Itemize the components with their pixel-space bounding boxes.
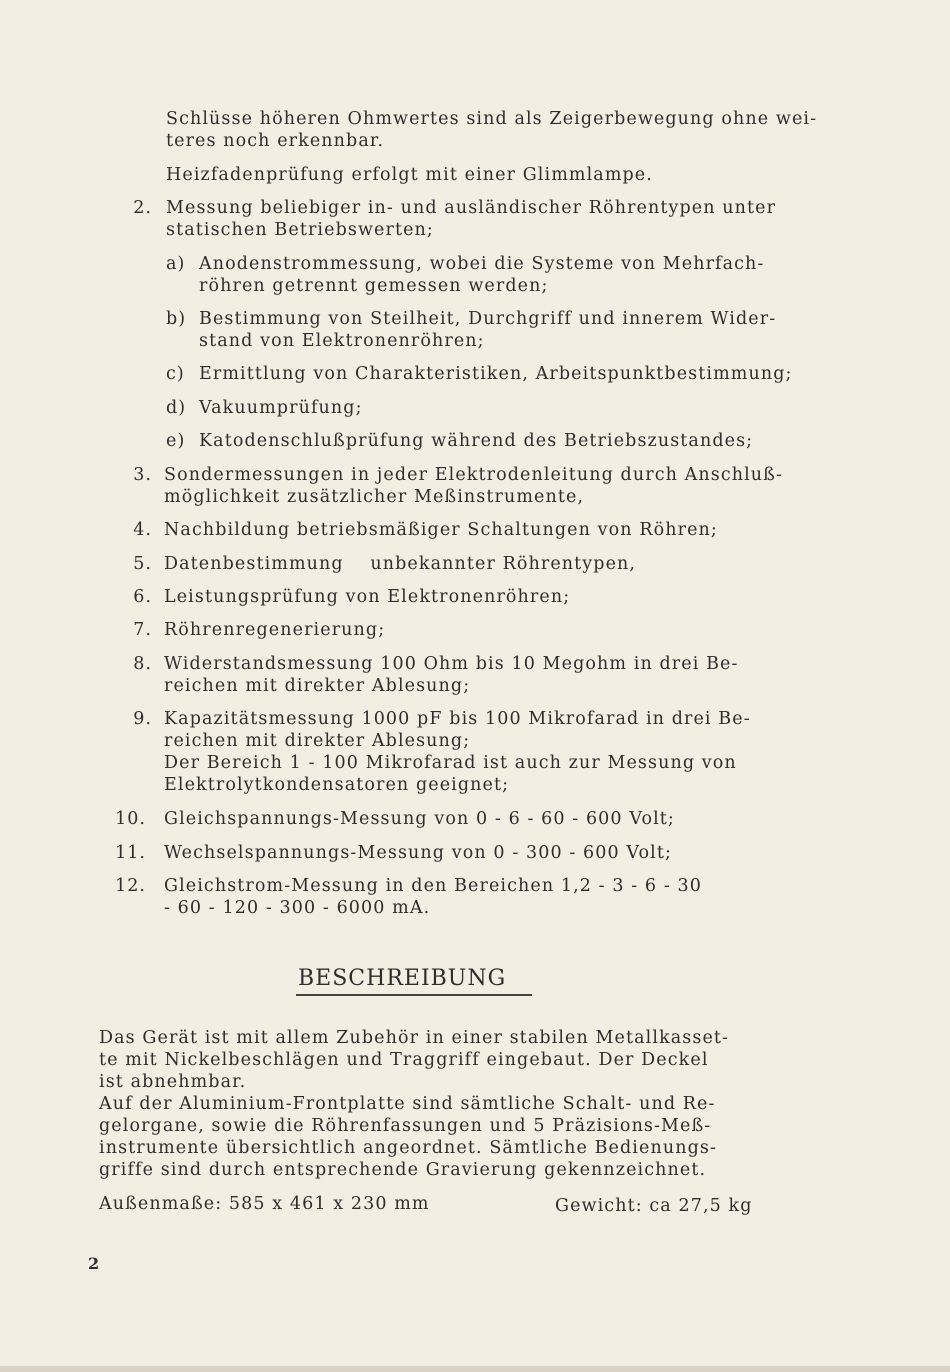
item-line: möglichkeit zusätzlicher Meßinstrumente, [164, 487, 585, 507]
item-line: Widerstandsmessung 100 Ohm bis 10 Megohm in drei Be- [164, 654, 739, 674]
item-number: 10. [115, 809, 146, 829]
item-line: Gleichspannungs-Messung von 0 - 6 - 60 - 600 Volt; [164, 809, 675, 829]
item-line: statischen Betriebswerten; [166, 220, 434, 240]
subitem-label: a) [166, 254, 186, 274]
item-line: Messung beliebiger in- und ausländischer Röhrentypen unter [166, 198, 777, 218]
subitem-line: Vakuumprüfung; [199, 398, 363, 418]
description-line: griffe sind durch entsprechende Gravierung gekennzeichnet. [99, 1160, 707, 1180]
item-line: - 60 - 120 - 300 - 6000 mA. [164, 898, 431, 918]
item-number: 4. [133, 520, 152, 540]
item-line: reichen mit direkter Ablesung; [164, 676, 471, 696]
subitem-line: Bestimmung von Steilheit, Durchgriff und innerem Wider- [199, 309, 777, 329]
item-number: 6. [133, 587, 152, 607]
page-bottom-edge [0, 1366, 950, 1372]
item-number: 7. [133, 620, 152, 640]
item-line: Röhrenregenerierung; [164, 620, 386, 640]
subitem-label: d) [166, 398, 187, 418]
subitem-label: b) [166, 309, 187, 329]
subitem-line: röhren getrennt gemessen werden; [199, 276, 549, 296]
item-line: Kapazitätsmessung 1000 pF bis 100 Mikrofarad in drei Be- [164, 709, 751, 729]
description-line: gelorgane, sowie die Röhrenfassungen und 5 Präzisions-Meß- [99, 1116, 712, 1136]
subitem-line: Anodenstrommessung, wobei die Systeme von Mehrfach- [199, 254, 765, 274]
intro-line-1: Schlüsse höheren Ohmwertes sind als Zeigerbewegung ohne wei- [166, 109, 818, 129]
item-number: 12. [115, 876, 146, 896]
item-number: 2. [133, 198, 152, 218]
item-line: Sondermessungen in jeder Elektrodenleitung durch Anschluß- [164, 465, 783, 485]
description-line: Auf der Aluminium-Frontplatte sind sämtliche Schalt- und Re- [99, 1094, 716, 1114]
section-title: BESCHREIBUNG [298, 966, 507, 991]
weight: Gewicht: ca 27,5 kg [555, 1196, 753, 1216]
subitem-line: Ermittlung von Charakteristiken, Arbeitspunktbestimmung; [199, 364, 793, 384]
title-underline [296, 994, 532, 996]
item-line: reichen mit direkter Ablesung; [164, 731, 471, 751]
description-line: instrumente übersichtlich angeordnet. Sämtliche Bedienungs- [99, 1138, 717, 1158]
item-number: 3. [133, 465, 152, 485]
item-line: Leistungsprüfung von Elektronenröhren; [164, 587, 571, 607]
item-number: 9. [133, 709, 152, 729]
item-line: Der Bereich 1 - 100 Mikrofarad ist auch zur Messung von [164, 753, 737, 773]
item-number: 11. [115, 843, 146, 863]
subitem-line: stand von Elektronenröhren; [199, 331, 485, 351]
item-line: Datenbestimmung unbekannter Röhrentypen, [164, 554, 637, 574]
item-number: 5. [133, 554, 152, 574]
description-line: Das Gerät ist mit allem Zubehör in einer stabilen Metallkasset- [99, 1028, 730, 1048]
subitem-label: e) [166, 431, 186, 451]
intro-line-2: teres noch erkennbar. [166, 131, 385, 151]
item-line: Elektrolytkondensatoren geeignet; [164, 775, 510, 795]
subitem-line: Katodenschlußprüfung während des Betriebszustandes; [199, 431, 754, 451]
description-line: ist abnehmbar. [99, 1072, 247, 1092]
intro-line-3: Heizfadenprüfung erfolgt mit einer Glimmlampe. [166, 165, 653, 185]
page-number: 2 [88, 1254, 100, 1273]
description-line: te mit Nickelbeschlägen und Traggriff eingebaut. Der Deckel [99, 1050, 709, 1070]
item-number: 8. [133, 654, 152, 674]
dimensions: Außenmaße: 585 x 461 x 230 mm [99, 1194, 430, 1214]
subitem-label: c) [166, 364, 185, 384]
item-line: Gleichstrom-Messung in den Bereichen 1,2 - 3 - 6 - 30 [164, 876, 702, 896]
item-line: Wechselspannungs-Messung von 0 - 300 - 600 Volt; [164, 843, 672, 863]
item-line: Nachbildung betriebsmäßiger Schaltungen von Röhren; [164, 520, 718, 540]
